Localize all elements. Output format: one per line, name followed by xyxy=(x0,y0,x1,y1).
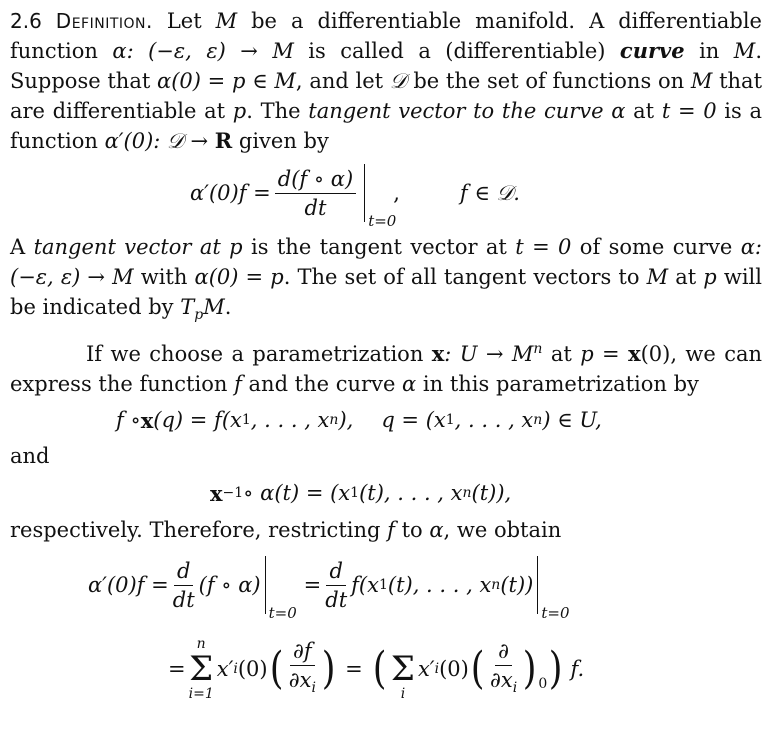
evaluation-bar: t=0 xyxy=(364,164,365,222)
definition-number: 2.6 xyxy=(10,9,42,33)
connective-and: and xyxy=(10,444,50,469)
restriction-paragraph: respectively. Therefore, restricting f to α, we obtain xyxy=(10,518,562,543)
fraction: $\frac{\partial f}{\partial x_i}$ xyxy=(288,638,316,696)
tangent-vector-paragraph: A tangent vector at p is the tangent vector at t = 0 of some curve α: (−ε, ε) → M with α(0) = p. The set of all tangent vectors to M at p will be indicated by $T_pM$. xyxy=(10,235,763,324)
equation-derivative-chain: α′(0)f = $\frac{d}{dt}$ (f ∘ α) t=0 = $\frac{d}{dt}$ f(x 1 (t), . . . , x n (t)) t=0 xyxy=(10,549,762,621)
definition-heading: Definition. xyxy=(55,9,153,33)
evaluation-bar: t=0 xyxy=(265,556,266,614)
definition-paragraph: 2.6 Definition. Let M be a differentiable manifold. A differentiable function α: (−ε, ε) → M is called a (differentiable) curve in M. Suppose that α(0) = p ∈ M, and let 𝒟 be the set of functions on M that are differentiable at p. The tangent vector to the curve α at t = 0 is a function α′(0): 𝒟 → R given by xyxy=(10,9,763,153)
term-curve: curve xyxy=(619,38,685,63)
document-page xyxy=(10,6,762,715)
term-tangent-vector-curve: tangent vector to the curve α xyxy=(308,99,626,123)
evaluation-bar: t=0 xyxy=(537,556,538,614)
equation-x-inverse-alpha: x −1 ∘ α(t) = (x 1 (t), . . . , x n (t)), xyxy=(210,480,512,506)
fraction: $\frac{d}{dt}$ xyxy=(325,558,348,612)
fraction: $\frac{\partial}{\partial x_i}$ xyxy=(489,638,518,696)
parametrization-paragraph: If we choose a parametrization x: $U \to M^n$ at p = x(0), we can express the function f and the curve α in this parametrization by xyxy=(10,341,763,397)
equation-tangent-definition: α′(0)f = $\frac{d(f \circ \alpha)}{dt}$ t=0 , f ∈ 𝒟. xyxy=(10,158,762,228)
summation: Σ i xyxy=(390,649,415,703)
equation-f-composed-x: f ∘ x (q) = f(x 1 , . . . , x n ), q = (x 1 , . . . , x n ) ∈ U, xyxy=(116,407,602,433)
summation: n Σ i=1 xyxy=(188,636,214,703)
term-tangent-vector-at-p: tangent vector at p xyxy=(33,235,243,259)
fraction: $\frac{d}{dt}$ xyxy=(172,558,195,612)
fraction: $\frac{d(f \circ \alpha)}{dt}$ xyxy=(275,167,356,220)
equation-sum-partials: = n Σ i=1 x′ i (0) ( $\frac{\partial f}{\partial x_i}$ ) = ( Σ i x′ i (0) ( $\frac{\partial}{\partial x_i}$ ) 0 ) f. xyxy=(168,636,585,703)
